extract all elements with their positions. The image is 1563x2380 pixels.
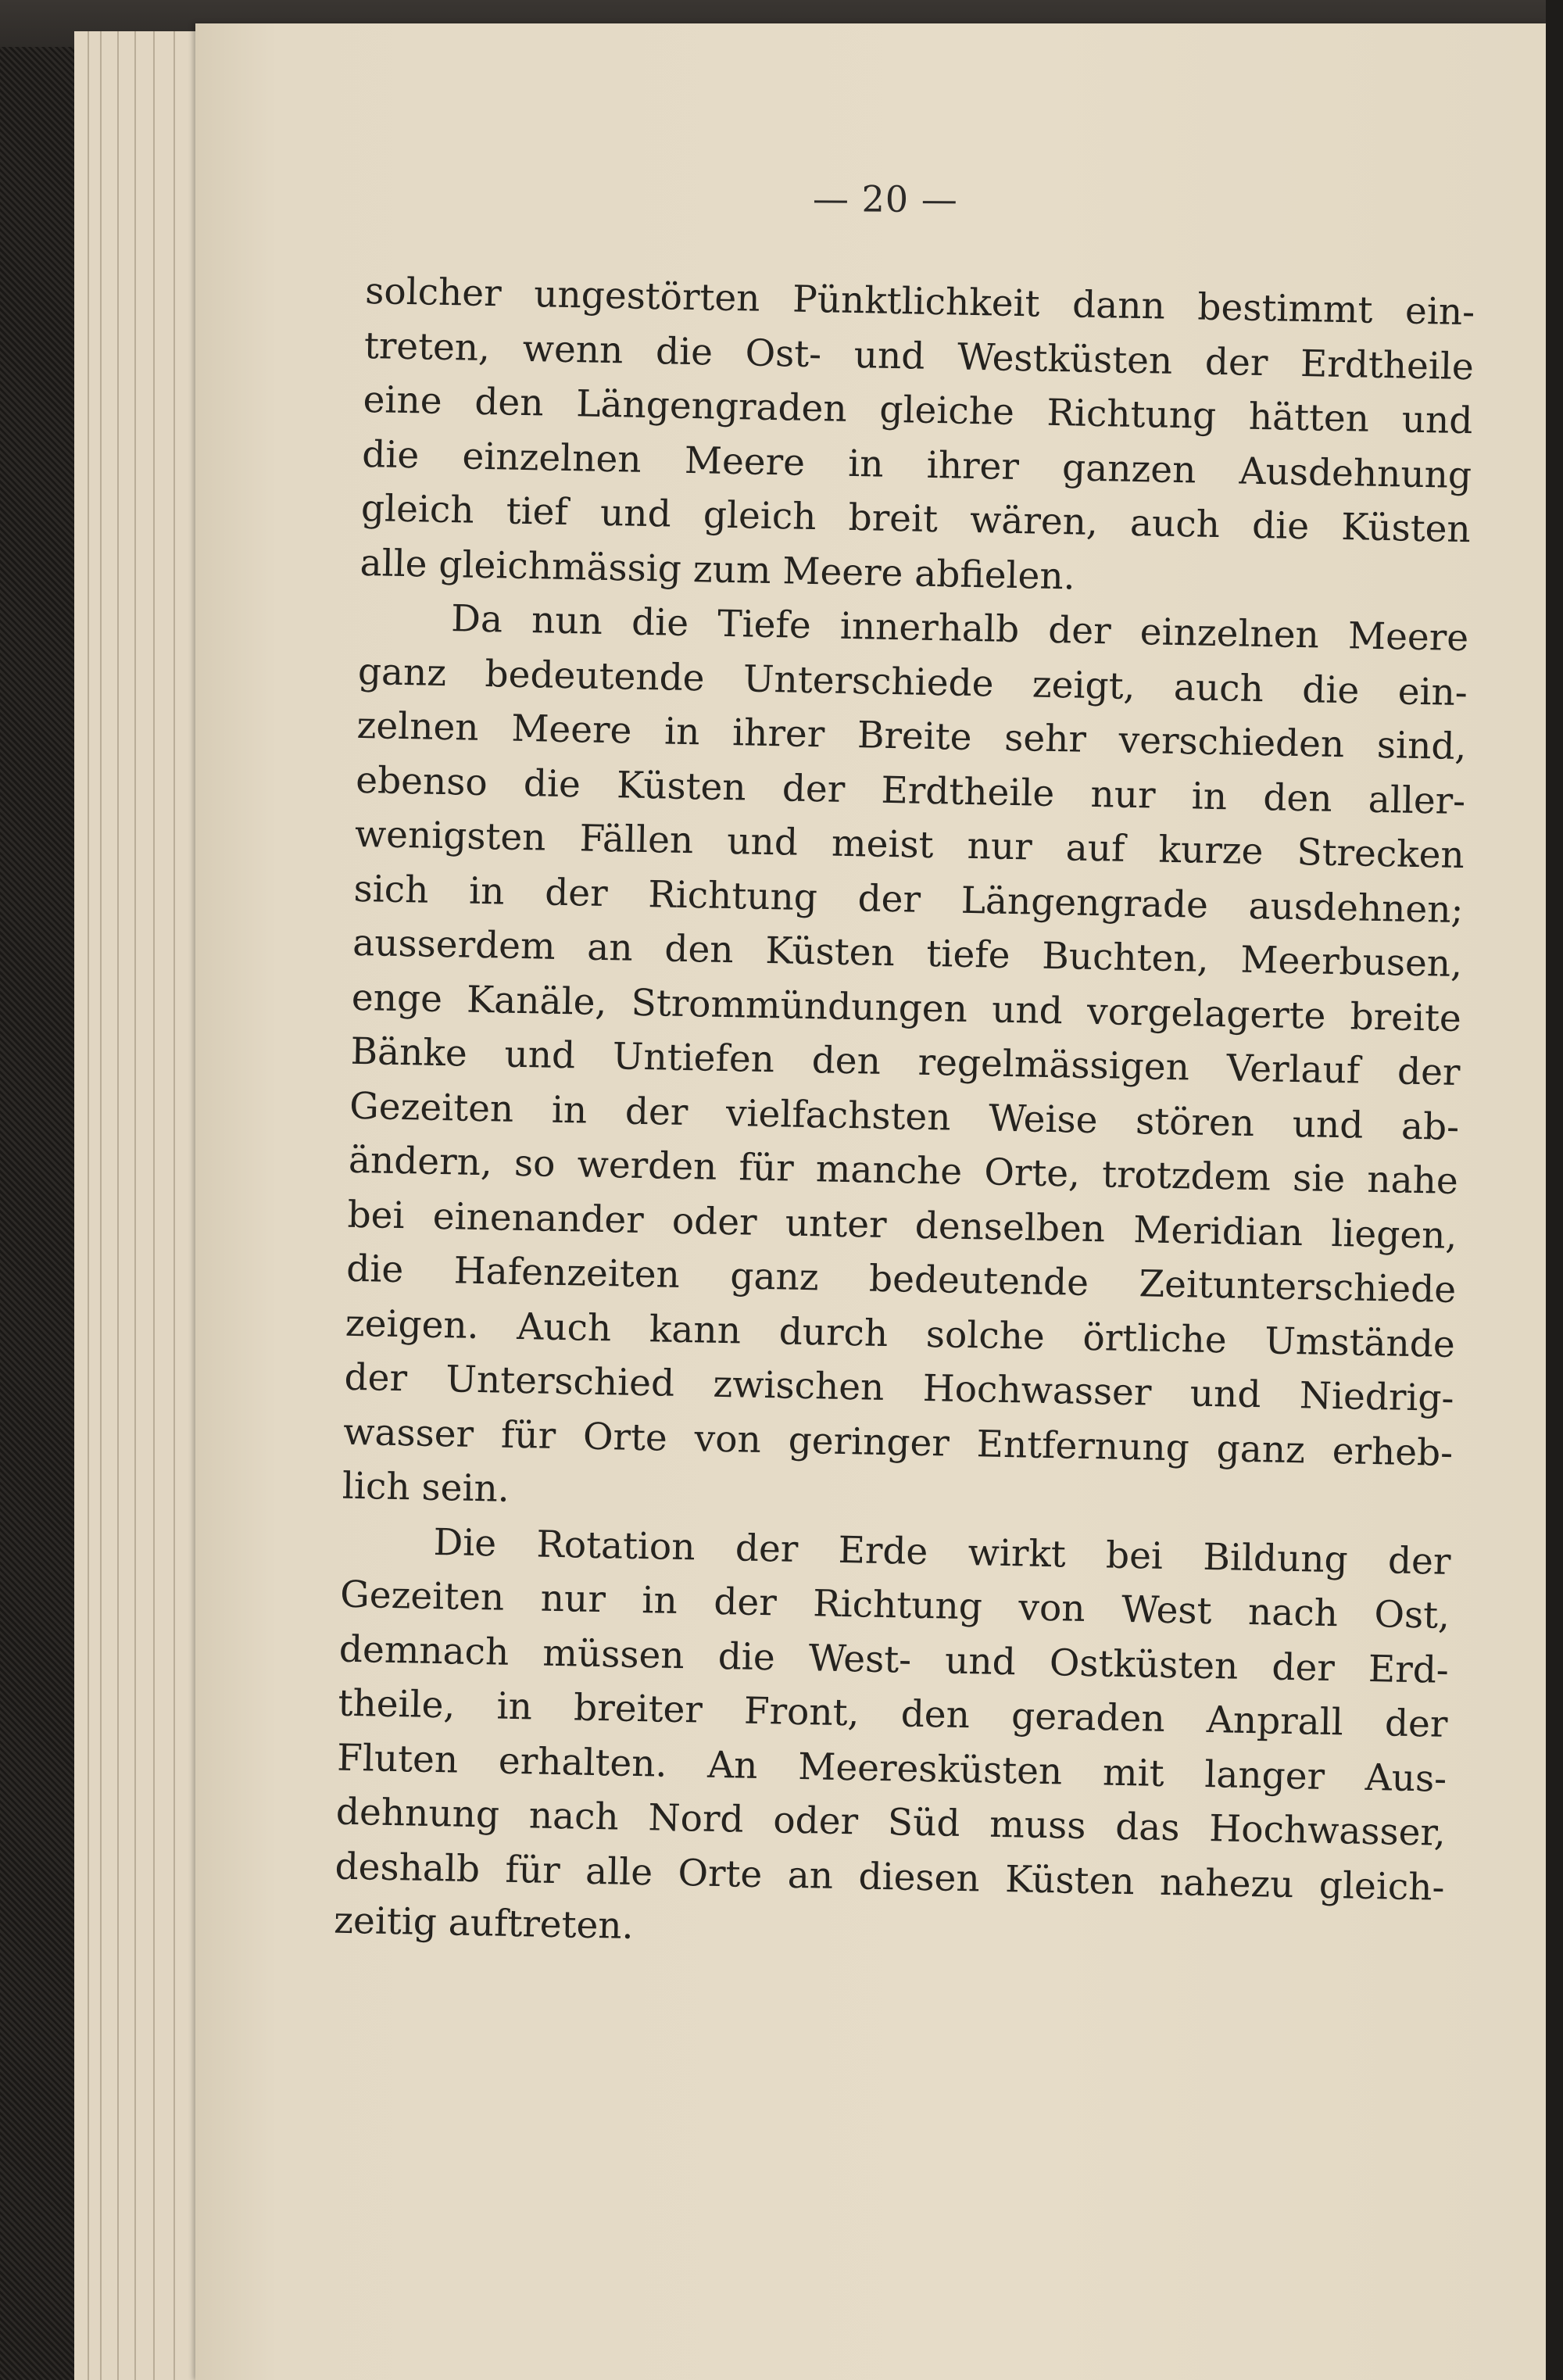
page-edge xyxy=(173,31,175,2380)
page-edge xyxy=(153,31,155,2380)
text-line: Fluten erhalten. An Meeresküsten mit langer Aus- xyxy=(336,1736,1447,1801)
text-line: lich sein. xyxy=(342,1464,510,1511)
text-line: enge Kanäle, Strommündungen und vorgelagerte breite xyxy=(351,975,1462,1040)
text-line: ausserdem an den Küsten tiefe Buchten, Meerbusen, xyxy=(352,921,1463,986)
book-spine xyxy=(0,47,77,2380)
text-line: dehnung nach Nord oder Süd muss das Hochwasser, xyxy=(335,1790,1447,1855)
text-line: Gezeiten in der vielfachsten Weise stören und ab- xyxy=(349,1084,1460,1149)
text-line: Gezeiten nur in der Richtung von West nach Ost, xyxy=(339,1573,1450,1637)
scan-background-right xyxy=(1546,0,1563,2380)
body-text xyxy=(333,264,1475,2005)
text-line: zeigen. Auch kann durch solche örtliche Umstände xyxy=(345,1301,1456,1366)
page-edge xyxy=(134,31,136,2380)
text-line: ganz bedeutende Unterschiede zeigt, auch die ein- xyxy=(357,650,1468,714)
page-edge xyxy=(117,31,119,2380)
text-line: Die Rotation der Erde wirkt bei Bildung der xyxy=(433,1520,1451,1584)
page-number: — 20 — xyxy=(812,177,958,221)
text-line: der Unterschied zwischen Hochwasser und Niedrig- xyxy=(344,1355,1454,1420)
text-line: ebenso die Küsten der Erdtheile nur in den aller- xyxy=(355,758,1466,823)
paragraph xyxy=(359,264,1475,611)
text-line: deshalb für alle Orte an diesen Küsten nahezu gleich- xyxy=(334,1845,1445,1909)
text-line: Da nun die Tiefe innerhalb der einzelnen Meere xyxy=(450,597,1469,660)
text-line: ändern, so werden für manche Orte, trotzdem sie nahe xyxy=(348,1138,1459,1204)
text-line: die Hafenzeiten ganz bedeutende Zeitunterschiede xyxy=(345,1247,1457,1312)
text-line: Bänke und Untiefen den regelmässigen Verlauf der xyxy=(350,1029,1461,1095)
text-line: alle gleichmässig zum Meere abfielen. xyxy=(359,541,1076,598)
text-line: zelnen Meere in ihrer Breite sehr verschieden sind, xyxy=(356,703,1467,769)
paragraph xyxy=(342,590,1468,1535)
text-line: solcher ungestörten Pünktlichkeit dann bestimmt ein- xyxy=(364,269,1475,335)
text-line: wenigsten Fällen und meist nur auf kurze Strecken xyxy=(354,812,1465,878)
page-edge xyxy=(88,31,89,2380)
text-line: zeitig auftreten. xyxy=(333,1899,635,1948)
text-line: sich in der Richtung der Längengrade ausdehnen; xyxy=(353,867,1464,932)
text-line: die einzelnen Meere in ihrer ganzen Ausdehnung xyxy=(361,432,1472,497)
text-line: wasser für Orte von geringer Entfernung ganz erheb- xyxy=(342,1410,1454,1475)
page-edge xyxy=(100,31,102,2380)
text-line: gleich tief und gleich breit wären, auch die Küsten xyxy=(360,486,1472,552)
text-line: treten, wenn die Ost- und Westküsten der Erdtheile xyxy=(363,324,1475,388)
text-line: theile, in breiter Front, den geraden Anprall der xyxy=(338,1681,1448,1746)
text-line: eine den Längengraden gleiche Richtung hätten und xyxy=(363,378,1473,443)
text-line: bei einenander oder unter denselben Meridian liegen, xyxy=(347,1193,1457,1258)
text-line: demnach müssen die West- und Ostküsten der Erd- xyxy=(338,1627,1450,1692)
paragraph xyxy=(334,1513,1451,1969)
